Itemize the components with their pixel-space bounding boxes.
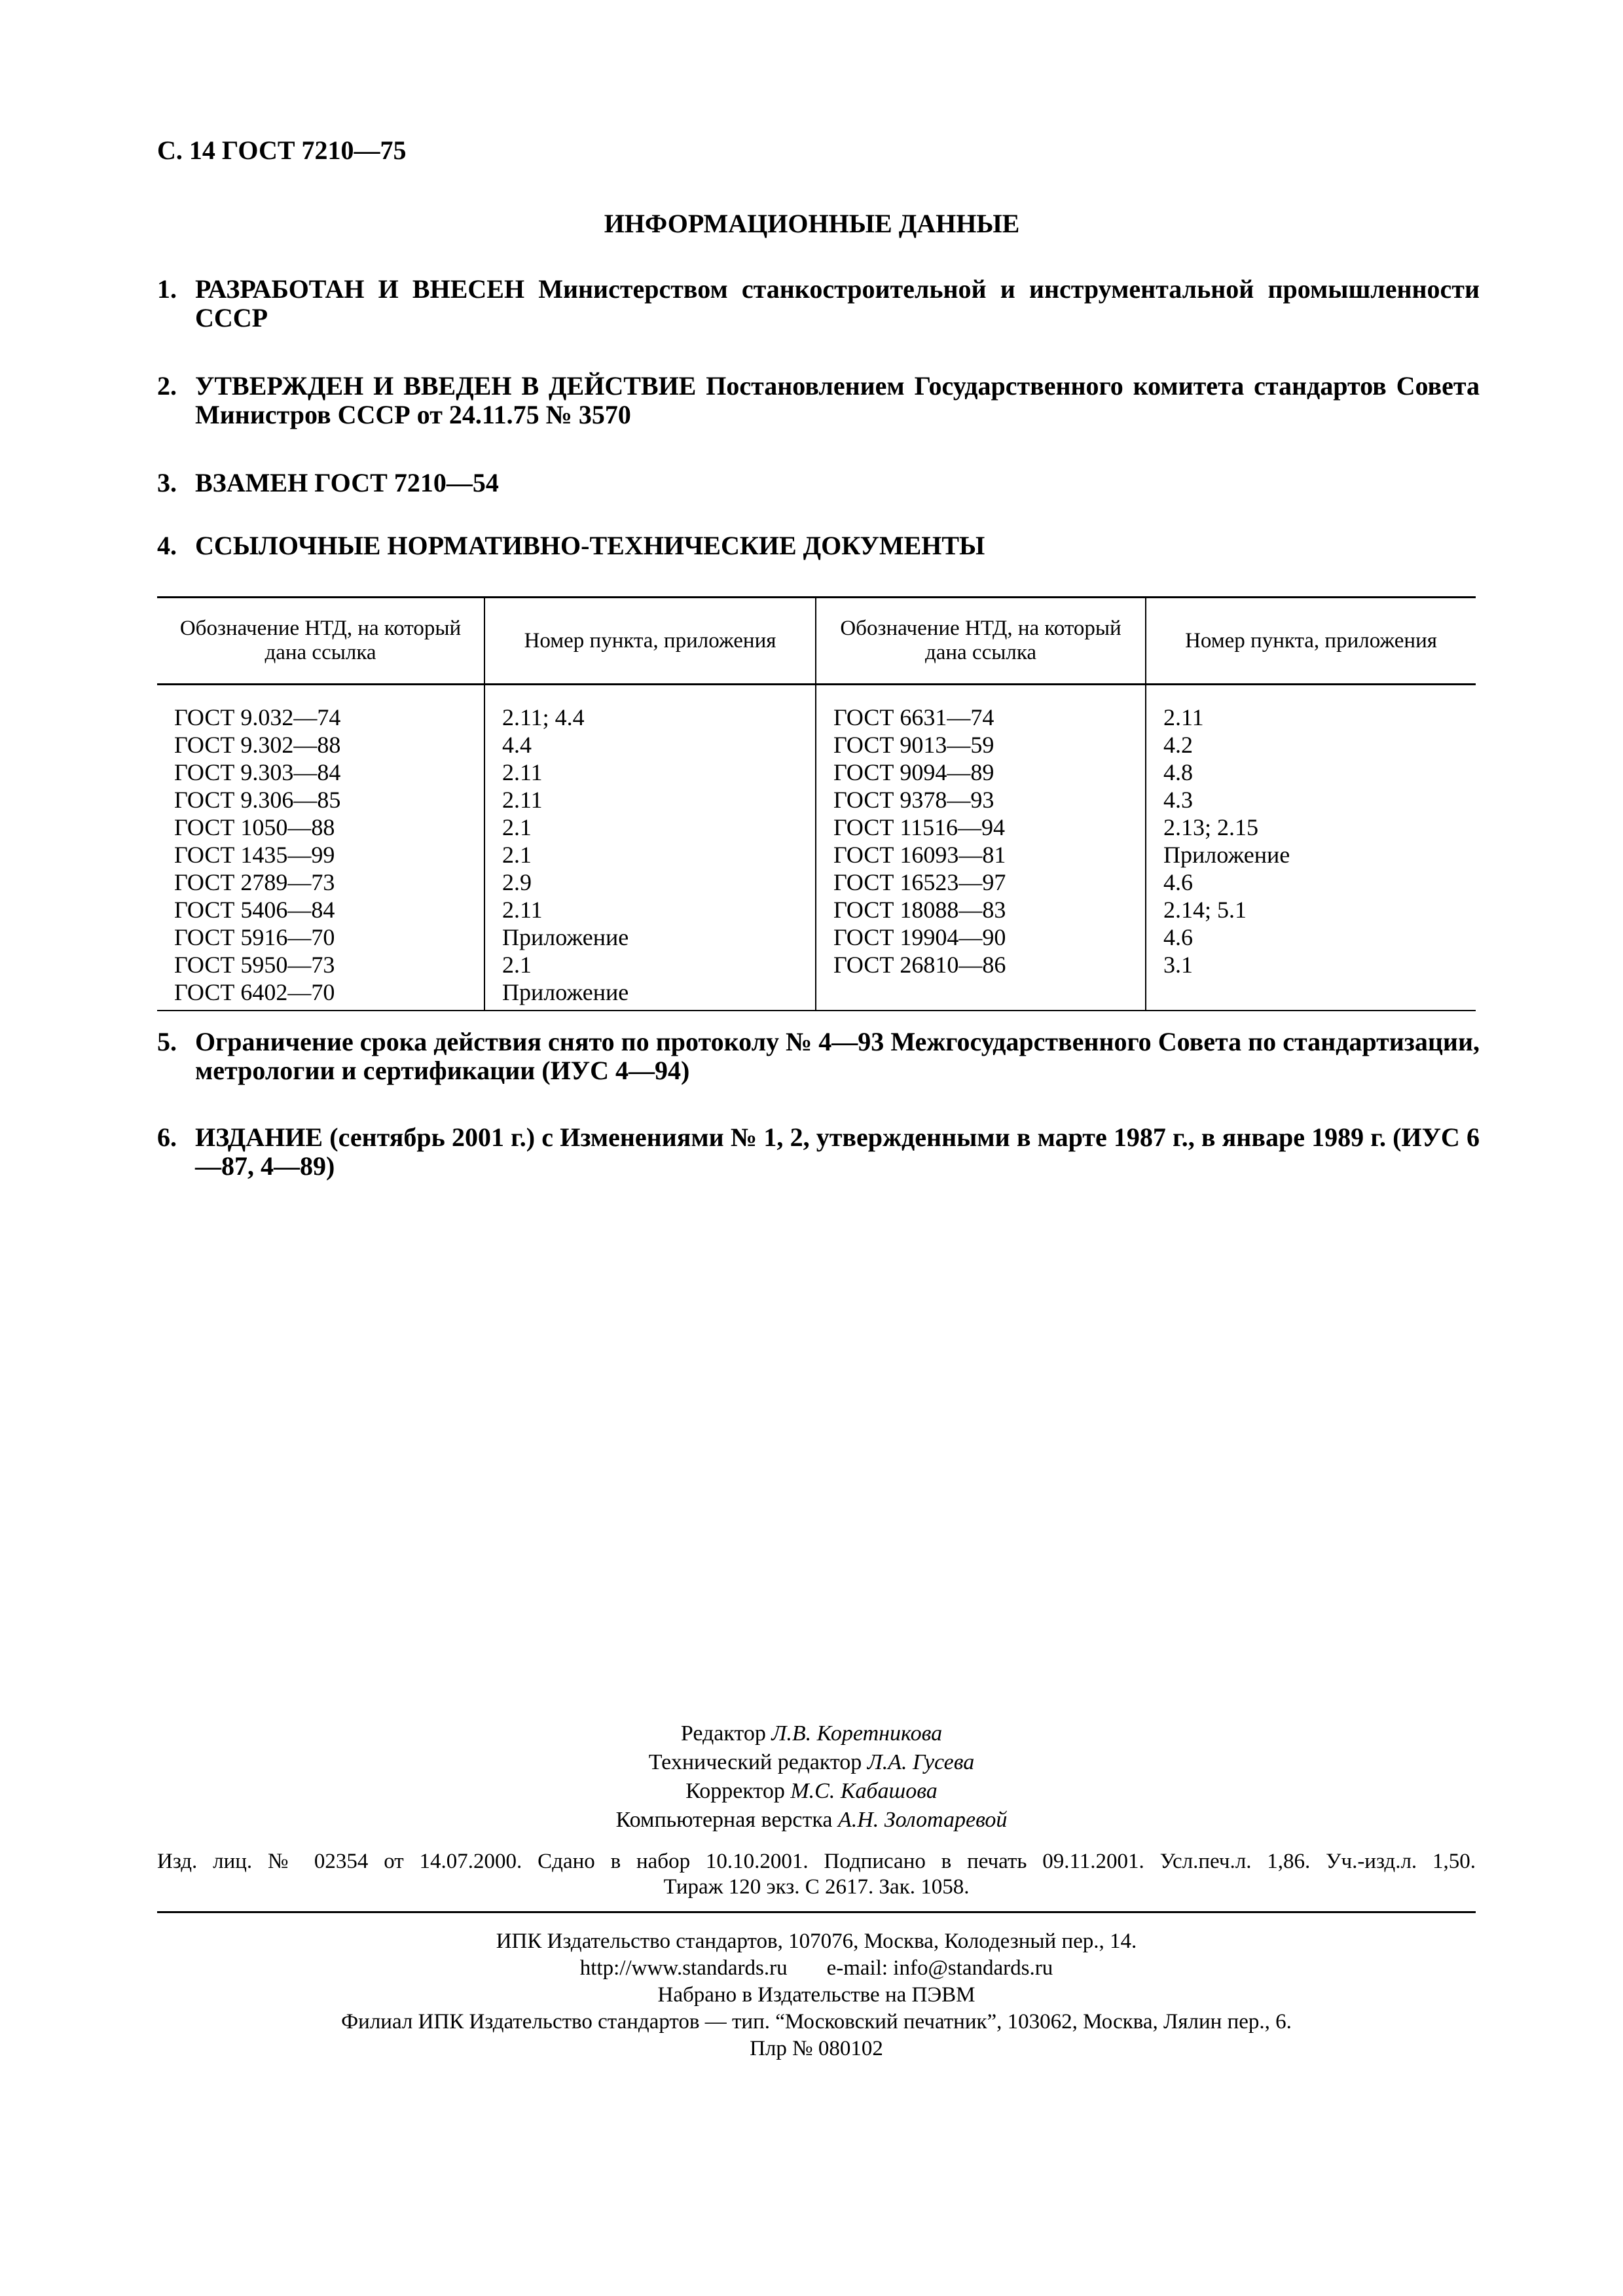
table-cell-line: ГОСТ 9.302—88: [174, 732, 341, 758]
publisher-address: ИПК Издательство стандартов, 107076, Москва, Колодезный пер., 14.: [496, 1929, 1137, 1953]
printing-branch: Филиал ИПК Издательство стандартов — тип. “Московский печатник”, 103062, Москва, Лялин пер., 6.: [341, 2010, 1292, 2034]
table-cell-line: 4.6: [1163, 924, 1193, 950]
plr-number: Плр № 080102: [750, 2037, 883, 2060]
item-text: ИЗДАНИЕ (сентябрь 2001 г.) с Изменениями № 1, 2, утвержденными в марте 1987 г., в январе 1989 г. (ИУС 6—87, 4—89): [195, 1122, 1480, 1181]
credit-editor: Редактор Л.В. Коретникова: [680, 1721, 943, 1746]
table-cell-line: ГОСТ 19904—90: [833, 924, 1006, 950]
table-cell-line: 4.2: [1163, 732, 1193, 758]
table-cell-line: 2.14; 5.1: [1163, 897, 1247, 923]
item-text: УТВЕРЖДЕН И ВВЕДЕН В ДЕЙСТВИЕ Постановлением Государственного комитета стандартов Совета Министров СССР от 24.11.75 № 3570: [195, 371, 1480, 429]
item-number: 3.: [157, 468, 177, 497]
header-doc-designation: Обозначение НТД, на который дана ссылка: [816, 598, 1146, 685]
table-cell-line: ГОСТ 6402—70: [174, 979, 335, 1005]
table-cell-line: ГОСТ 9094—89: [833, 759, 994, 785]
info-item-2: [157, 372, 1480, 429]
credit-proofreader: Корректор М.С. Кабашова: [685, 1779, 938, 1803]
table-cell-line: ГОСТ 18088—83: [833, 897, 1006, 923]
references-table: [157, 596, 1476, 1011]
table-cell-line: ГОСТ 11516—94: [833, 814, 1006, 840]
publisher-info: [157, 1928, 1476, 2062]
editorial-credits: [0, 1719, 1623, 1835]
table-cell-line: Приложение: [502, 979, 629, 1005]
table-cell-line: ГОСТ 5916—70: [174, 924, 335, 950]
table-cell-line: ГОСТ 26810—86: [833, 952, 1006, 978]
table-cell-line: ГОСТ 6631—74: [833, 704, 994, 730]
table-cell-line: ГОСТ 9.303—84: [174, 759, 341, 785]
table-cell-line: ГОСТ 1435—99: [174, 842, 335, 868]
table-cell-line: 2.11; 4.4: [502, 704, 585, 730]
table-cell-line: 4.8: [1163, 759, 1193, 785]
table-cell-line: ГОСТ 9013—59: [833, 732, 994, 758]
item-number: 1.: [157, 274, 177, 304]
right-clause-list: [1146, 685, 1476, 1011]
table-cell-line: 2.11: [502, 759, 543, 785]
header-clause-number: Номер пункта, приложения: [1146, 598, 1476, 685]
page-running-header: С. 14 ГОСТ 7210—75: [157, 135, 407, 165]
item-text: ВЗАМЕН ГОСТ 7210—54: [195, 468, 499, 497]
info-item-3: [157, 469, 1480, 497]
table-cell-line: 4.3: [1163, 787, 1193, 813]
table-cell-line: 2.1: [502, 814, 532, 840]
publisher-contacts: [157, 1955, 1476, 1982]
right-doc-list: [816, 685, 1146, 1011]
table-cell-line: 2.11: [502, 787, 543, 813]
imprint-line: Изд. лиц. № 02354 от 14.07.2000. Сдано в набор 10.10.2001. Подписано в печать 09.11.2001. Усл.печ.л. 1,86. Уч.-изд.л. 1,50.: [157, 1850, 1476, 1873]
item-number: 5.: [157, 1027, 177, 1056]
table-cell-line: ГОСТ 5950—73: [174, 952, 335, 978]
info-item-5: [157, 1028, 1480, 1085]
item-text: Ограничение срока действия снято по протоколу № 4—93 Межгосударственного Совета по стандартизации, метрологии и сертификации (ИУС 4—94): [195, 1027, 1480, 1085]
table-cell-line: ГОСТ 9378—93: [833, 787, 994, 813]
section-title: ИНФОРМАЦИОННЫЕ ДАННЫЕ: [604, 209, 1020, 238]
header-doc-designation: Обозначение НТД, на который дана ссылка: [157, 598, 484, 685]
table-header-row: [157, 598, 1476, 685]
email-link[interactable]: e-mail: info@standards.ru: [826, 1956, 1053, 1980]
info-item-1: [157, 275, 1480, 332]
table-cell-line: ГОСТ 16523—97: [833, 869, 1006, 895]
item-number: 4.: [157, 531, 177, 560]
website-link[interactable]: http://www.standards.ru: [579, 1956, 788, 1980]
item-text: РАЗРАБОТАН И ВНЕСЕН Министерством станкостроительной и инструментальной промышленности СССР: [195, 274, 1480, 332]
table-cell-line: ГОСТ 1050—88: [174, 814, 335, 840]
table-cell-line: ГОСТ 16093—81: [833, 842, 1006, 868]
table-cell-line: 2.11: [502, 897, 543, 923]
typeset-note: Набрано в Издательстве на ПЭВМ: [657, 1983, 976, 2007]
table-body-row: [157, 685, 1476, 1011]
left-clause-list: [484, 685, 816, 1011]
table-cell-line: ГОСТ 2789—73: [174, 869, 335, 895]
info-item-4: [157, 531, 1480, 560]
item-number: 2.: [157, 371, 177, 401]
divider: [157, 1911, 1476, 1913]
table-cell-line: Приложение: [502, 924, 629, 950]
table-cell-line: 4.6: [1163, 869, 1193, 895]
item-text: ССЫЛОЧНЫЕ НОРМАТИВНО-ТЕХНИЧЕСКИЕ ДОКУМЕНТЫ: [195, 531, 985, 560]
table-cell-line: Приложение: [1163, 842, 1290, 868]
print-run-line: Тираж 120 экз. С 2617. Зак. 1058.: [663, 1875, 970, 1899]
table-cell-line: 2.1: [502, 842, 532, 868]
table-cell-line: ГОСТ 5406—84: [174, 897, 335, 923]
item-number: 6.: [157, 1122, 177, 1152]
header-clause-number: Номер пункта, приложения: [484, 598, 816, 685]
table-cell-line: 3.1: [1163, 952, 1193, 978]
credit-tech-editor: Технический редактор Л.А. Гусева: [648, 1750, 975, 1774]
table-cell-line: 2.13; 2.15: [1163, 814, 1259, 840]
table-cell-line: 4.4: [502, 732, 532, 758]
credit-layout: Компьютерная верстка А.Н. Золотаревой: [615, 1808, 1008, 1832]
info-item-6: [157, 1123, 1480, 1181]
table-cell-line: ГОСТ 9.306—85: [174, 787, 341, 813]
left-doc-list: [157, 685, 484, 1011]
table-cell-line: 2.11: [1163, 704, 1204, 730]
table-cell-line: 2.9: [502, 869, 532, 895]
table-cell-line: 2.1: [502, 952, 532, 978]
table-cell-line: ГОСТ 9.032—74: [174, 704, 341, 730]
